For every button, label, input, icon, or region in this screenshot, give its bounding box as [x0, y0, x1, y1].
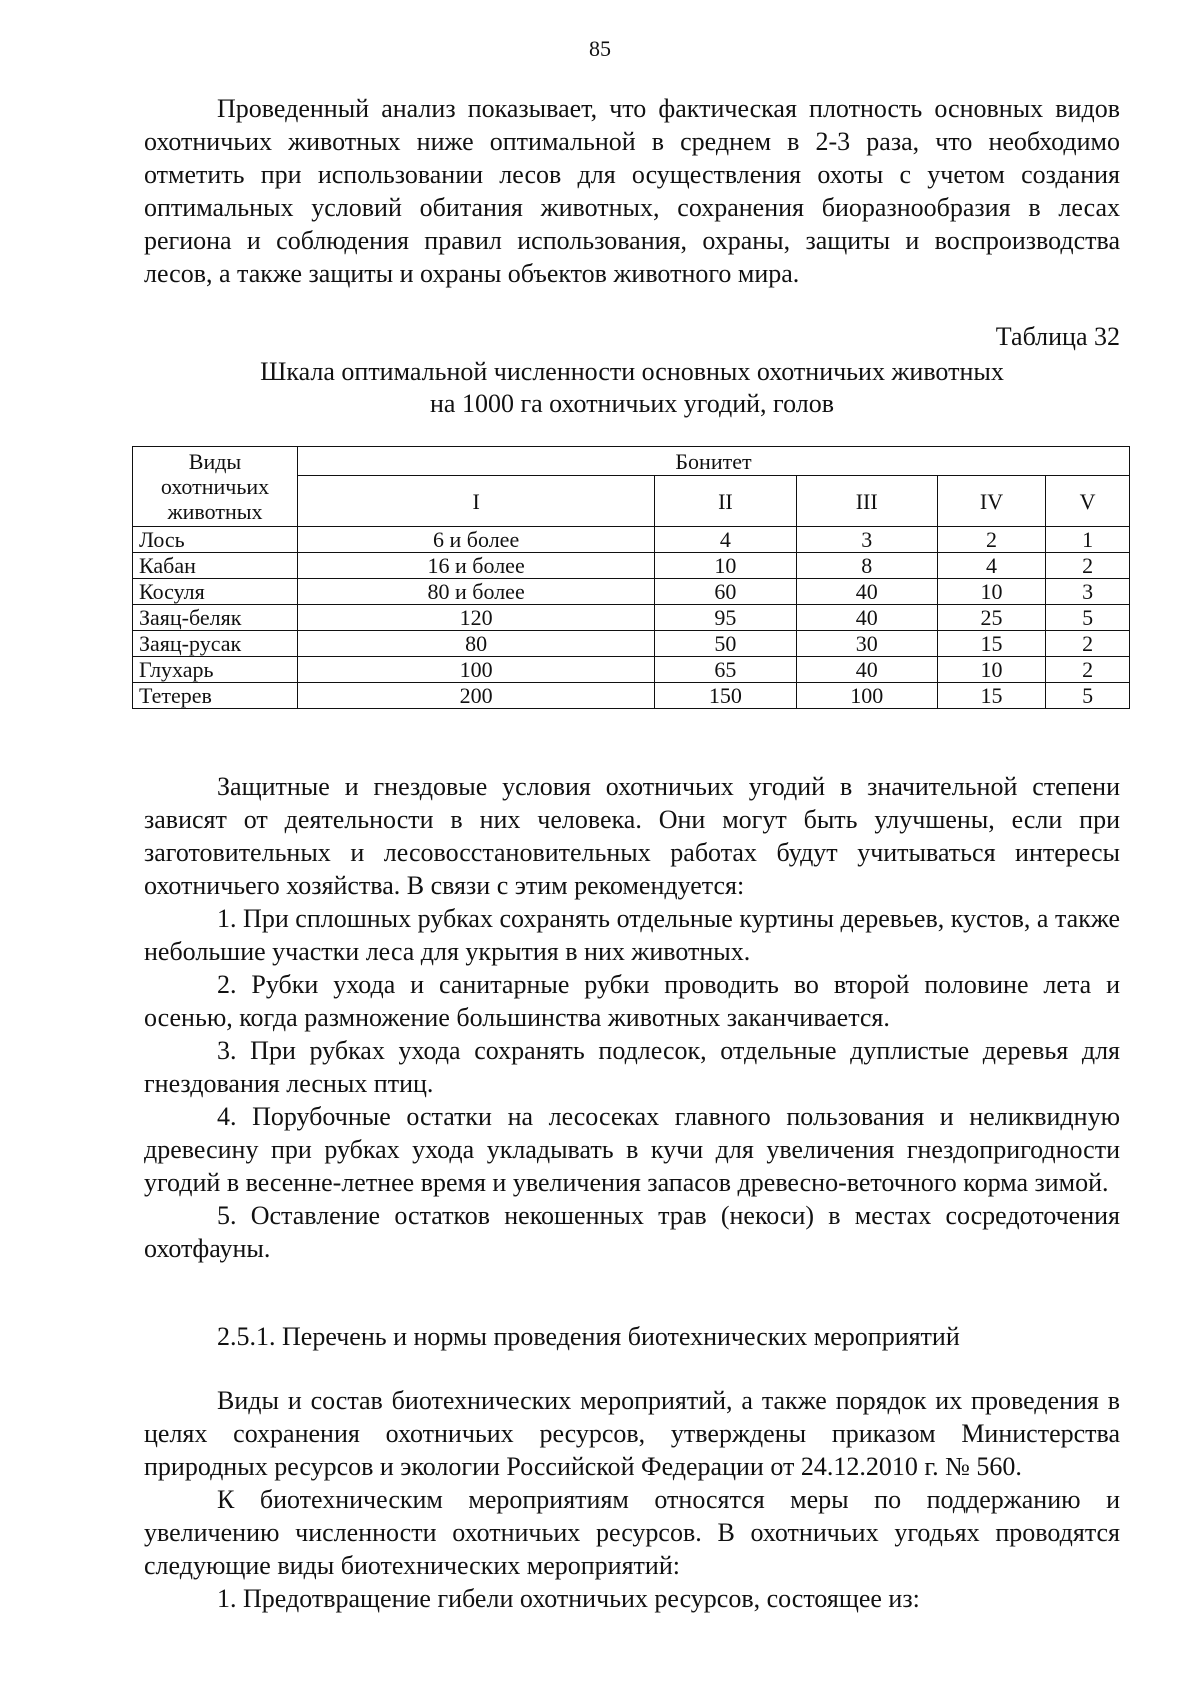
density-table	[132, 446, 1130, 709]
table-cell: 65	[655, 657, 796, 683]
table-cell: 16 и более	[298, 553, 655, 579]
table-row	[133, 631, 1130, 657]
table-cell: 10	[937, 579, 1045, 605]
table-cell: 40	[796, 657, 937, 683]
table-cell: 120	[298, 605, 655, 631]
table-label: Таблица 32	[995, 322, 1120, 351]
section-heading: 2.5.1. Перечень и нормы проведения биотехнических мероприятий	[217, 1322, 960, 1351]
intro-paragraph: Проведенный анализ показывает, что фактическая плотность основных видов охотничьих животных ниже оптимальной в среднем в 2-3 раза, что необходимо отметить при использовании лесов для осуществления охоты с учетом создания оптимальных условий обитания животных, сохранения биоразнообразия в лесах региона и соблюдения правил использования, охраны, защиты и воспроизводства лесов, а также защиты и охраны объектов животного мира.	[144, 94, 1120, 288]
biotech-section	[144, 1384, 1120, 1615]
page-number: 85	[589, 36, 611, 61]
table-cell: 150	[655, 683, 796, 709]
species-name: Лось	[133, 527, 298, 553]
table-title-line-2: на 1000 га охотничьих угодий, голов	[430, 389, 834, 418]
table-cell: 5	[1046, 605, 1130, 631]
table-title	[144, 356, 1120, 420]
protective-paragraph: Защитные и гнездовые условия охотничьих угодий в значительной степени зависят от деятельности в них человека. Они могут быть улучшены, если при заготовительных и лесовосстановительных работах будут учитываться интересы охотничьего хозяйства. В связи с этим рекомендуется:	[144, 772, 1120, 900]
table-cell: 2	[1046, 631, 1130, 657]
recommendation-item: 5. Оставление остатков некошенных трав (некоси) в местах сосредоточения охотфауны.	[144, 1201, 1120, 1263]
table-cell: 60	[655, 579, 796, 605]
table-cell: 40	[796, 605, 937, 631]
table-cell: 15	[937, 631, 1045, 657]
section-paragraph: 1. Предотвращение гибели охотничьих ресурсов, состоящее из:	[217, 1584, 920, 1613]
table-cell: 30	[796, 631, 937, 657]
table-cell: 2	[1046, 553, 1130, 579]
table-cell: 3	[796, 527, 937, 553]
table-cell: 10	[655, 553, 796, 579]
table-header-row	[133, 447, 1130, 476]
table-row	[133, 657, 1130, 683]
bonitet-class-header: II	[655, 476, 796, 527]
intro-section	[144, 92, 1120, 290]
species-name: Косуля	[133, 579, 298, 605]
table-cell: 8	[796, 553, 937, 579]
table-cell: 2	[1046, 657, 1130, 683]
table-cell: 50	[655, 631, 796, 657]
table-row	[133, 527, 1130, 553]
recommendation-item: 2. Рубки ухода и санитарные рубки проводить во второй половине лета и осенью, когда размножение большинства животных заканчивается.	[144, 970, 1120, 1032]
species-name: Кабан	[133, 553, 298, 579]
recommendations-section	[144, 770, 1120, 1265]
table-cell: 100	[796, 683, 937, 709]
table-cell: 4	[655, 527, 796, 553]
section-paragraph: К биотехническим мероприятиям относятся меры по поддержанию и увеличению численности охотничьих ресурсов. В охотничьих угодьях проводятся следующие виды биотехнических мероприятий:	[144, 1485, 1120, 1580]
table-row	[133, 683, 1130, 709]
table-cell: 25	[937, 605, 1045, 631]
species-name: Глухарь	[133, 657, 298, 683]
table-cell: 200	[298, 683, 655, 709]
table-cell: 4	[937, 553, 1045, 579]
recommendation-item: 4. Порубочные остатки на лесосеках главного пользования и неликвидную древесину при рубках ухода укладывать в кучи для увеличения гнездопригодности угодий в весенне-летнее время и увеличения запасов древесно-веточного корма зимой.	[144, 1102, 1120, 1197]
table-cell: 10	[937, 657, 1045, 683]
bonitet-class-header: IV	[937, 476, 1045, 527]
table-title-line-1: Шкала оптимальной численности основных охотничьих животных	[260, 357, 1004, 386]
table-cell: 80	[298, 631, 655, 657]
table-cell: 100	[298, 657, 655, 683]
table-cell: 3	[1046, 579, 1130, 605]
species-name: Заяц-беляк	[133, 605, 298, 631]
table-cell: 40	[796, 579, 937, 605]
table-cell: 95	[655, 605, 796, 631]
species-name: Заяц-русак	[133, 631, 298, 657]
recommendation-item: 1. При сплошных рубках сохранять отдельные куртины деревьев, кустов, а также небольшие участки леса для укрытия в них животных.	[144, 904, 1120, 966]
table-cell: 80 и более	[298, 579, 655, 605]
table-cell: 6 и более	[298, 527, 655, 553]
bonitet-header: Бонитет	[298, 447, 1130, 476]
bonitet-class-header: III	[796, 476, 937, 527]
species-name: Тетерев	[133, 683, 298, 709]
section-paragraph: Виды и состав биотехнических мероприятий, а также порядок их проведения в целях сохранения охотничьих ресурсов, утверждены приказом Министерства природных ресурсов и экологии Российской Федерации от 24.12.2010 г. № 560.	[144, 1386, 1120, 1481]
table-cell: 1	[1046, 527, 1130, 553]
bonitet-class-header: V	[1046, 476, 1130, 527]
bonitet-class-header: I	[298, 476, 655, 527]
table-row	[133, 579, 1130, 605]
species-header: Виды охотничьих животных	[133, 447, 298, 527]
table-row	[133, 553, 1130, 579]
table-cell: 2	[937, 527, 1045, 553]
table-row	[133, 605, 1130, 631]
recommendation-item: 3. При рубках ухода сохранять подлесок, отдельные дуплистые деревья для гнездования лесных птиц.	[144, 1036, 1120, 1098]
table-cell: 5	[1046, 683, 1130, 709]
table-cell: 15	[937, 683, 1045, 709]
